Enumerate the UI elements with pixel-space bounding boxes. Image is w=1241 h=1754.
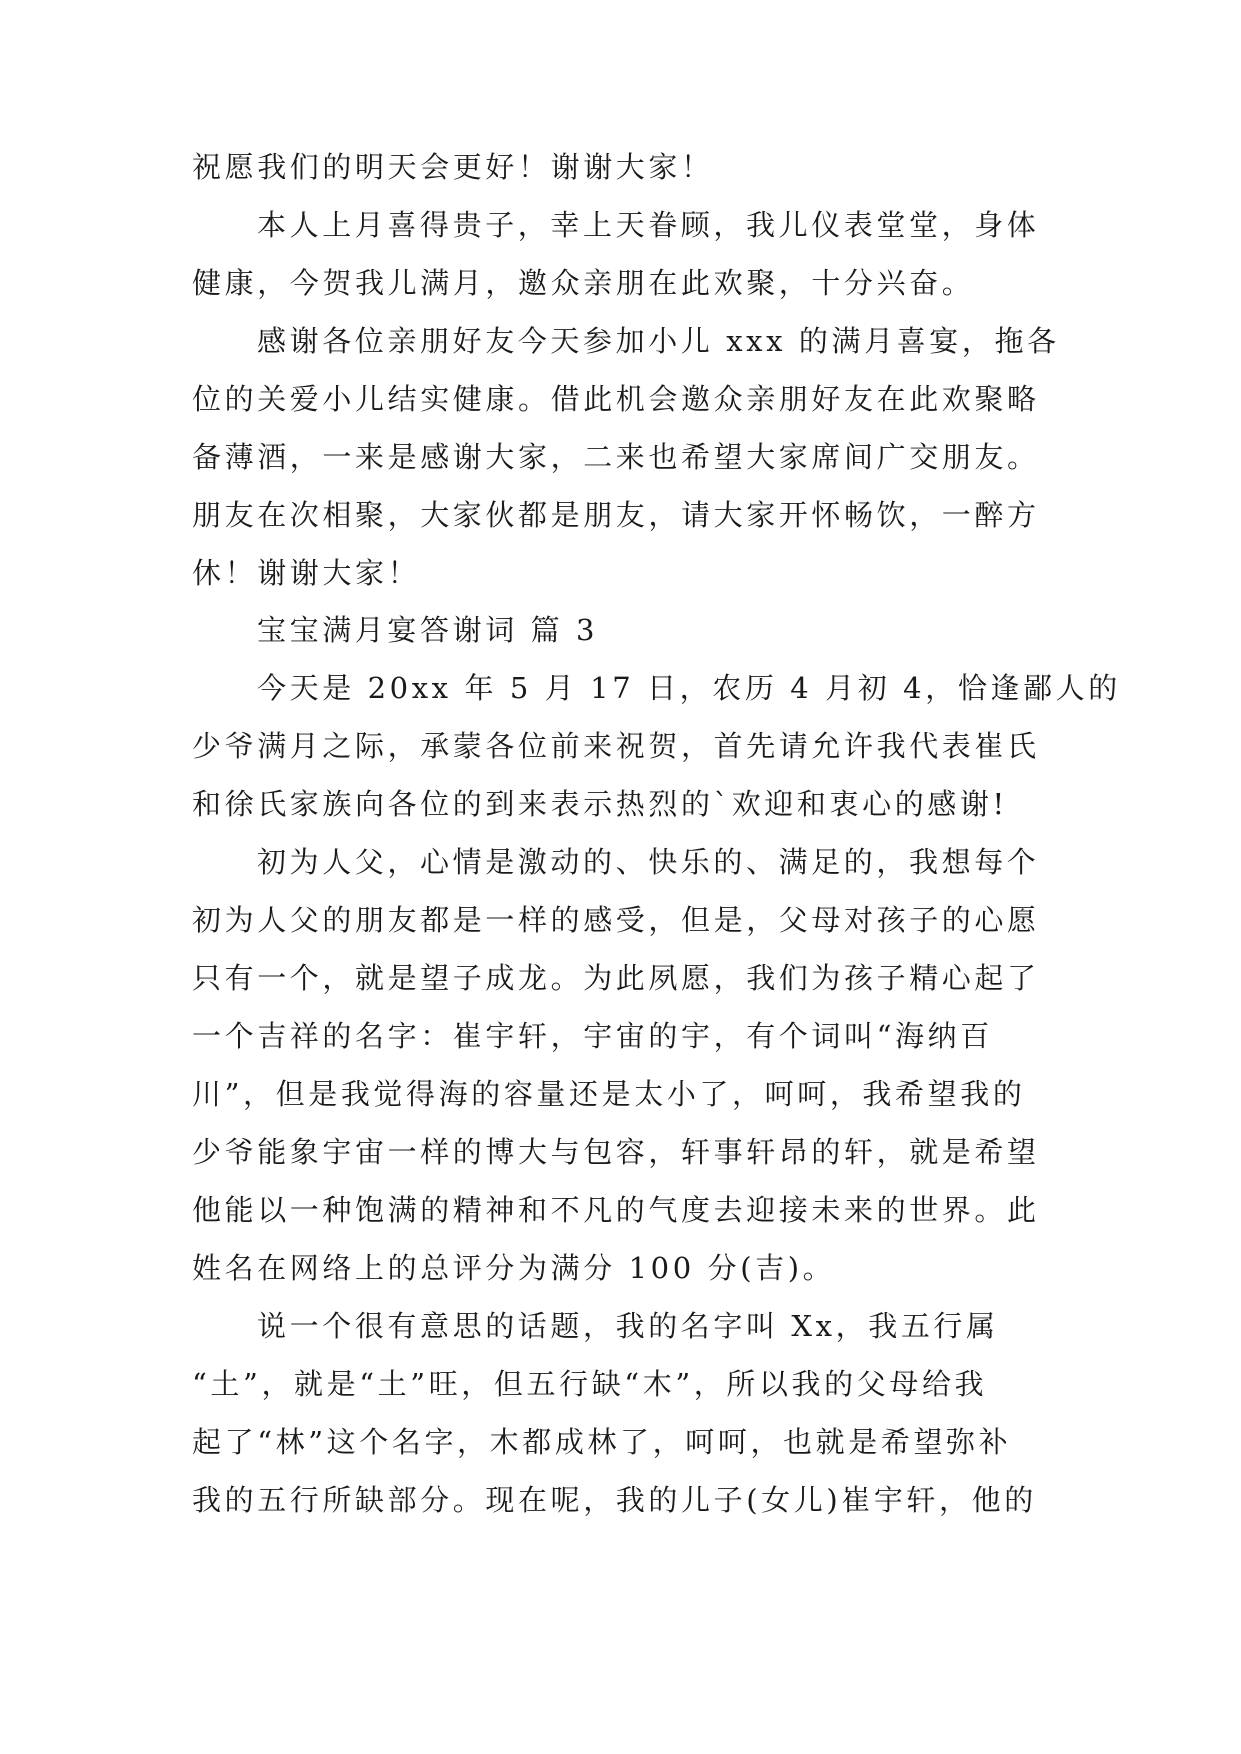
text-line: 少爷满月之际，承蒙各位前来祝贺，首先请允许我代表崔氏	[192, 729, 1040, 763]
text-line: 初为人父的朋友都是一样的感受，但是，父母对孩子的心愿	[192, 903, 1040, 937]
text-line: 一个吉祥的名字：崔宇轩，宇宙的宇，有个词叫“海纳百	[192, 1019, 993, 1053]
text-line: 只有一个，就是望子成龙。为此夙愿，我们为孩子精心起了	[192, 961, 1040, 995]
text-line: 朋友在次相聚，大家伙都是朋友，请大家开怀畅饮，一醉方	[192, 498, 1040, 532]
text-line: 备薄酒，一来是感谢大家，二来也希望大家席间广交朋友。	[192, 440, 1040, 474]
text-line: 祝愿我们的明天会更好！谢谢大家！	[192, 150, 714, 184]
text-line: 位的关爱小儿结实健康。借此机会邀众亲朋好友在此欢聚略	[192, 382, 1040, 416]
text-line: 感谢各位亲朋好友今天参加小儿 xxx 的满月喜宴，拖各	[257, 324, 1060, 358]
text-line: “土”，就是“土”旺，但五行缺“木”，所以我的父母给我	[192, 1367, 988, 1401]
text-line: 今天是 20xx 年 5 月 17 日，农历 4 月初 4，恰逢鄙人的	[257, 671, 1121, 705]
text-line: 初为人父，心情是激动的、快乐的、满足的，我想每个	[257, 845, 1040, 879]
text-line: 他能以一种饱满的精神和不凡的气度去迎接未来的世界。此	[192, 1193, 1040, 1227]
text-line: 少爷能象宇宙一样的博大与包容，轩事轩昂的轩，就是希望	[192, 1135, 1040, 1169]
text-line: 健康，今贺我儿满月，邀众亲朋在此欢聚，十分兴奋。	[192, 266, 975, 300]
text-line: 川”，但是我觉得海的容量还是太小了，呵呵，我希望我的	[192, 1077, 1026, 1111]
text-line: 我的五行所缺部分。现在呢，我的儿子(女儿)崔宇轩，他的	[192, 1483, 1037, 1517]
text-line: 起了“林”这个名字，木都成林了，呵呵，也就是希望弥补	[192, 1425, 1012, 1459]
text-line: 和徐氏家族向各位的到来表示热烈的`欢迎和衷心的感谢!	[192, 787, 1008, 821]
text-line: 姓名在网络上的总评分为满分 100 分(吉)。	[192, 1251, 836, 1285]
text-line: 休！谢谢大家！	[192, 556, 421, 590]
text-line: 本人上月喜得贵子，幸上天眷顾，我儿仪表堂堂，身体	[257, 208, 1040, 242]
section-heading: 宝宝满月宴答谢词 篇 3	[257, 613, 599, 647]
text-line: 说一个很有意思的话题，我的名字叫 Xx，我五行属	[257, 1309, 999, 1343]
